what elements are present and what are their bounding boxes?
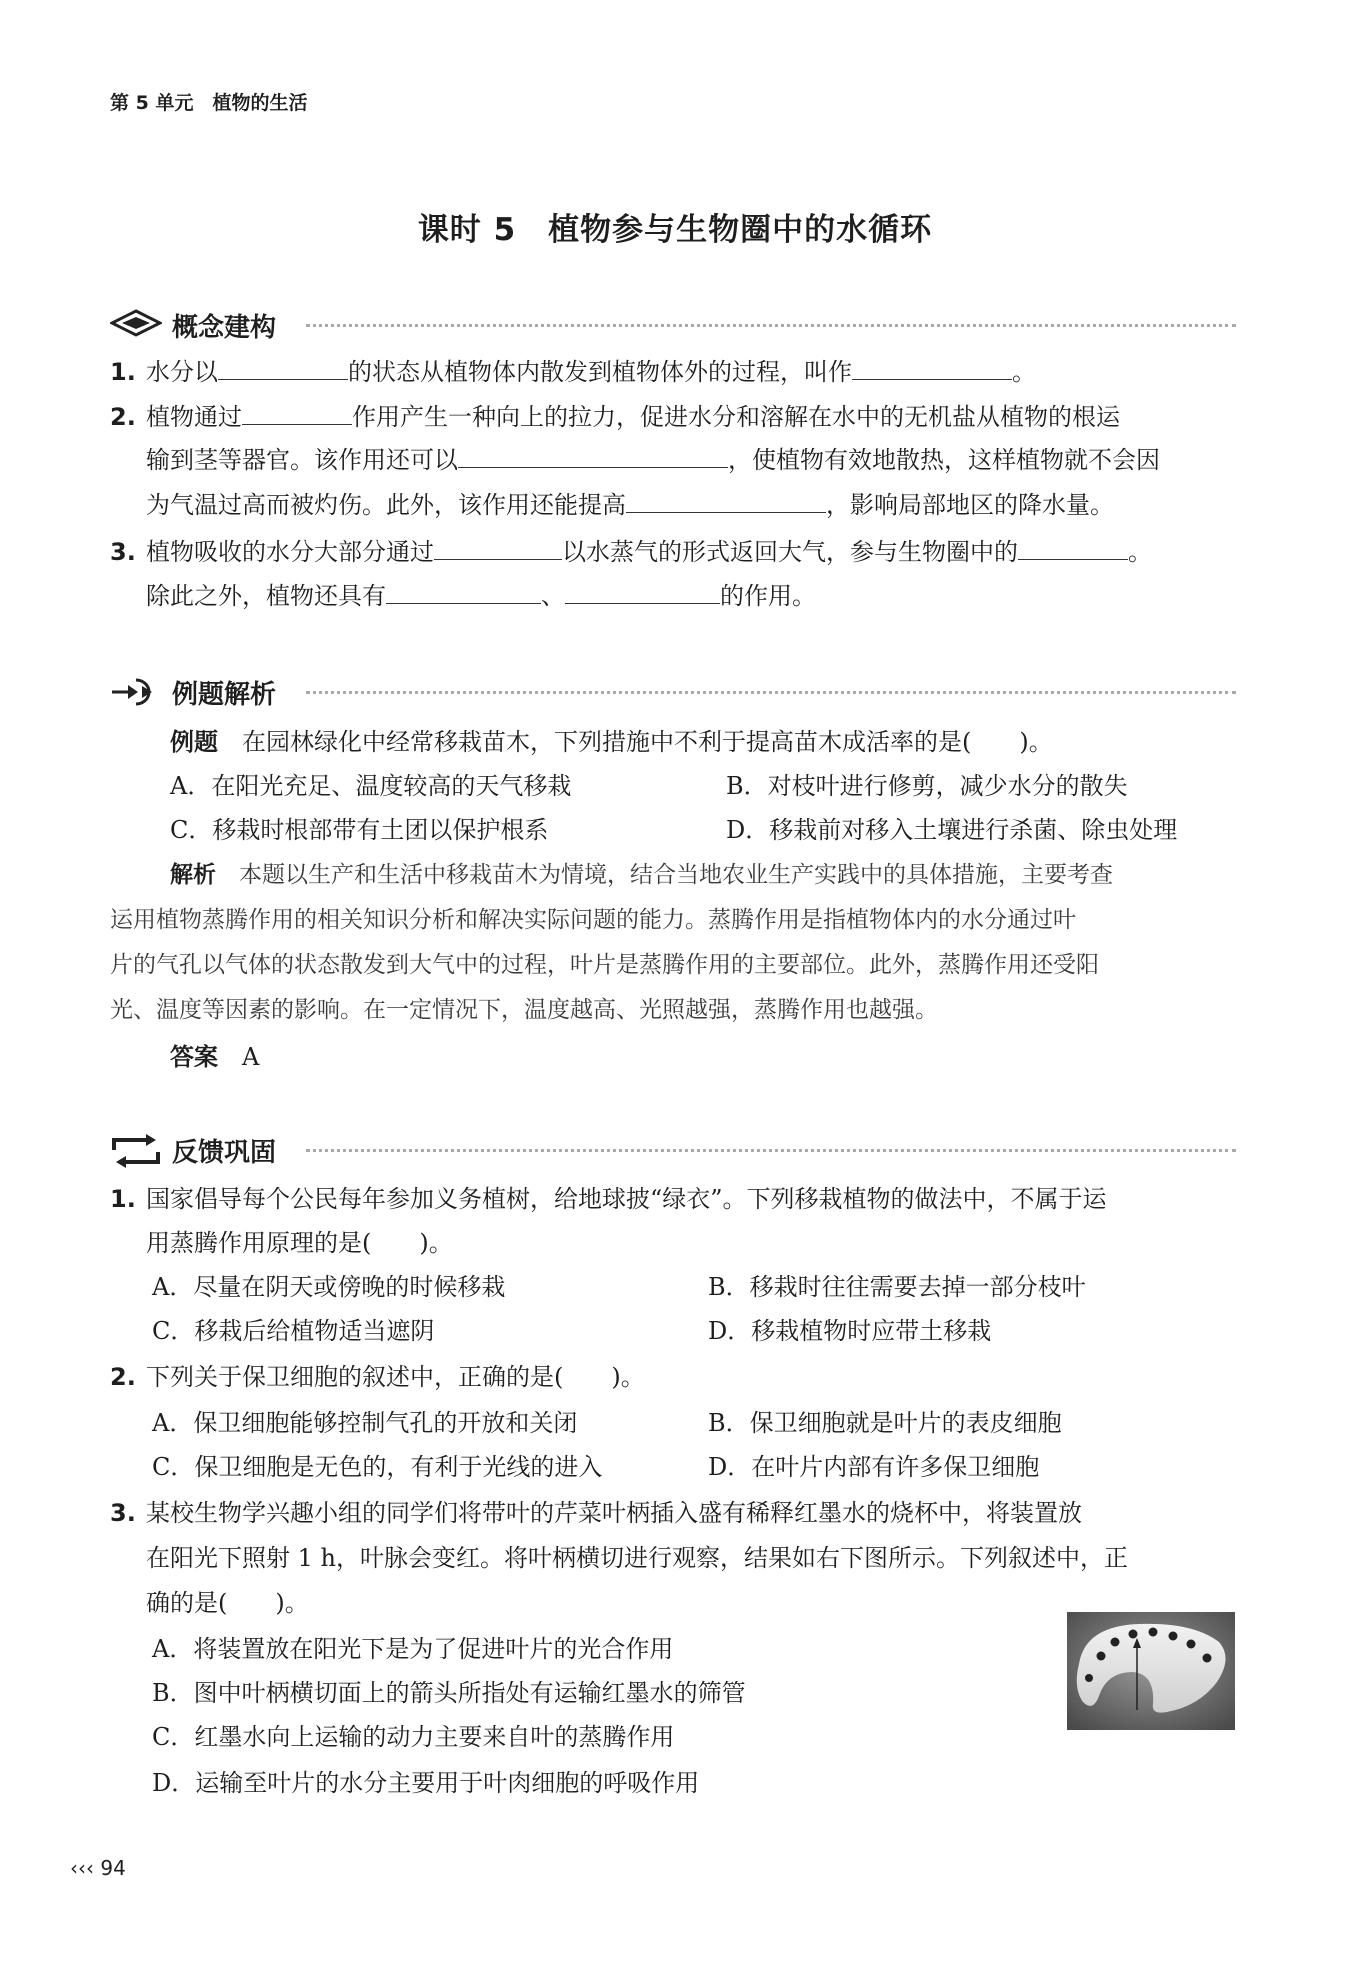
feedback-q2-option-b: B．保卫细胞就是叶片的表皮细胞 [708, 1409, 1062, 1437]
arrow-target-icon [110, 676, 166, 712]
example-answer: 答案 A [170, 1043, 260, 1071]
answer-blank[interactable] [1018, 537, 1128, 560]
answer-blank[interactable] [434, 537, 562, 560]
feedback-section-header [110, 1130, 1240, 1170]
concept-q2-line2: 输到茎等器官。该作用还可以 ，使植物有效地散热，这样植物就不会因 [146, 446, 1160, 474]
answer-blank[interactable] [458, 445, 728, 468]
feedback-q3-option-a: A．将装置放在阳光下是为了促进叶片的光合作用 [152, 1635, 674, 1663]
example-option-a: A．在阳光充足、温度较高的天气移栽 [170, 772, 572, 800]
concept-section-header [110, 305, 1240, 345]
concept-q3-line1: 3. 植物吸收的水分大部分通过 以水蒸气的形式返回大气，参与生物圈中的 。 [110, 538, 1152, 566]
unit-label: 第 5 单元 植物的生活 [110, 92, 308, 114]
section-divider [306, 324, 1236, 327]
feedback-q3-line2: 在阳光下照射 1 h，叶脉会变红。将叶柄横切进行观察，结果如右下图所示。下列叙述中，正 [146, 1544, 1128, 1572]
feedback-section-title: 反馈巩固 [172, 1138, 277, 1168]
concept-q2-line1: 2. 植物通过 作用产生一种向上的拉力，促进水分和溶解在水中的无机盐从植物的根运 [110, 403, 1120, 431]
concept-q3-line2: 除此之外，植物还具有 、 的作用。 [146, 582, 816, 610]
answer-blank[interactable] [565, 581, 720, 604]
feedback-q1-line1: 1. 国家倡导每个公民每年参加义务植树，给地球披“绿衣”。下列移栽植物的做法中，不属于运 [110, 1185, 1107, 1213]
analysis-line-2: 运用植物蒸腾作用的相关知识分析和解决实际问题的能力。蒸腾作用是指植物体内的水分通过叶 [110, 907, 1076, 933]
answer-blank[interactable] [242, 402, 352, 425]
example-section-header [110, 672, 1240, 712]
section-divider [306, 1149, 1236, 1152]
lesson-title: 课时 5 植物参与生物圈中的水循环 [417, 212, 933, 248]
feedback-q1-option-c: C．移栽后给植物适当遮阴 [152, 1317, 435, 1345]
example-section-title: 例题解析 [172, 680, 277, 710]
feedback-q3-option-d: D．运输至叶片的水分主要用于叶肉细胞的呼吸作用 [152, 1769, 700, 1797]
analysis-line-4: 光、温度等因素的影响。在一定情况下，温度越高、光照越强，蒸腾作用也越强。 [110, 997, 938, 1023]
answer-blank[interactable] [852, 357, 1012, 380]
concept-section-title: 概念建构 [172, 313, 277, 343]
answer-blank[interactable] [626, 490, 826, 513]
feedback-q3-line3: 确的是( )。 [146, 1589, 309, 1617]
feedback-q2-line1: 2. 下列关于保卫细胞的叙述中，正确的是( )。 [110, 1363, 645, 1391]
feedback-q1-option-a: A．尽量在阴天或傍晚的时候移栽 [152, 1273, 506, 1301]
feedback-q3-option-c: C．红墨水向上运输的动力主要来自叶的蒸腾作用 [152, 1723, 675, 1751]
example-option-c: C．移栽时根部带有土团以保护根系 [170, 816, 549, 844]
example-option-d: D．移栽前对移入土壤进行杀菌、除虫处理 [726, 816, 1178, 844]
analysis-line-1: 解析 本题以生产和生活中移栽苗木为情境，结合当地农业生产实践中的具体措施，主要考查 [170, 862, 1113, 888]
feedback-q2-option-a: A．保卫细胞能够控制气孔的开放和关闭 [152, 1409, 578, 1437]
answer-blank[interactable] [386, 581, 541, 604]
feedback-q2-option-d: D．在叶片内部有许多保卫细胞 [708, 1453, 1040, 1481]
answer-blank[interactable] [218, 357, 348, 380]
feedback-q1-option-d: D．移栽植物时应带土移栽 [708, 1317, 992, 1345]
feedback-q2-option-c: C．保卫细胞是无色的，有利于光线的进入 [152, 1453, 603, 1481]
page-number: ‹‹‹ 94 [70, 1856, 126, 1880]
refresh-icon [110, 1134, 162, 1172]
example-stem: 例题 在园林绿化中经常移栽苗木，下列措施中不利于提高苗木成活率的是( )。 [170, 728, 1053, 756]
feedback-q1-line2: 用蒸腾作用原理的是( )。 [146, 1229, 453, 1257]
feedback-q3-line1: 3. 某校生物学兴趣小组的同学们将带叶的芹菜叶柄插入盛有稀释红墨水的烧杯中，将装置放 [110, 1499, 1082, 1527]
feedback-q1-option-b: B．移栽时往往需要去掉一部分枝叶 [708, 1273, 1086, 1301]
section-divider [306, 691, 1236, 694]
concept-q1: 1. 水分以 的状态从植物体内散发到植物体外的过程，叫作 。 [110, 358, 1036, 386]
concept-q2-line3: 为气温过高而被灼伤。此外，该作用还能提高 ，影响局部地区的降水量。 [146, 491, 1114, 519]
example-option-b: B．对枝叶进行修剪，减少水分的散失 [726, 772, 1128, 800]
feedback-q3-option-b: B．图中叶柄横切面上的箭头所指处有运输红墨水的筛管 [152, 1679, 746, 1707]
analysis-line-3: 片的气孔以气体的状态散发到大气中的过程，叶片是蒸腾作用的主要部位。此外，蒸腾作用还受阳 [110, 952, 1099, 978]
layers-icon [110, 309, 162, 343]
petiole-cross-section-image [1067, 1612, 1235, 1730]
